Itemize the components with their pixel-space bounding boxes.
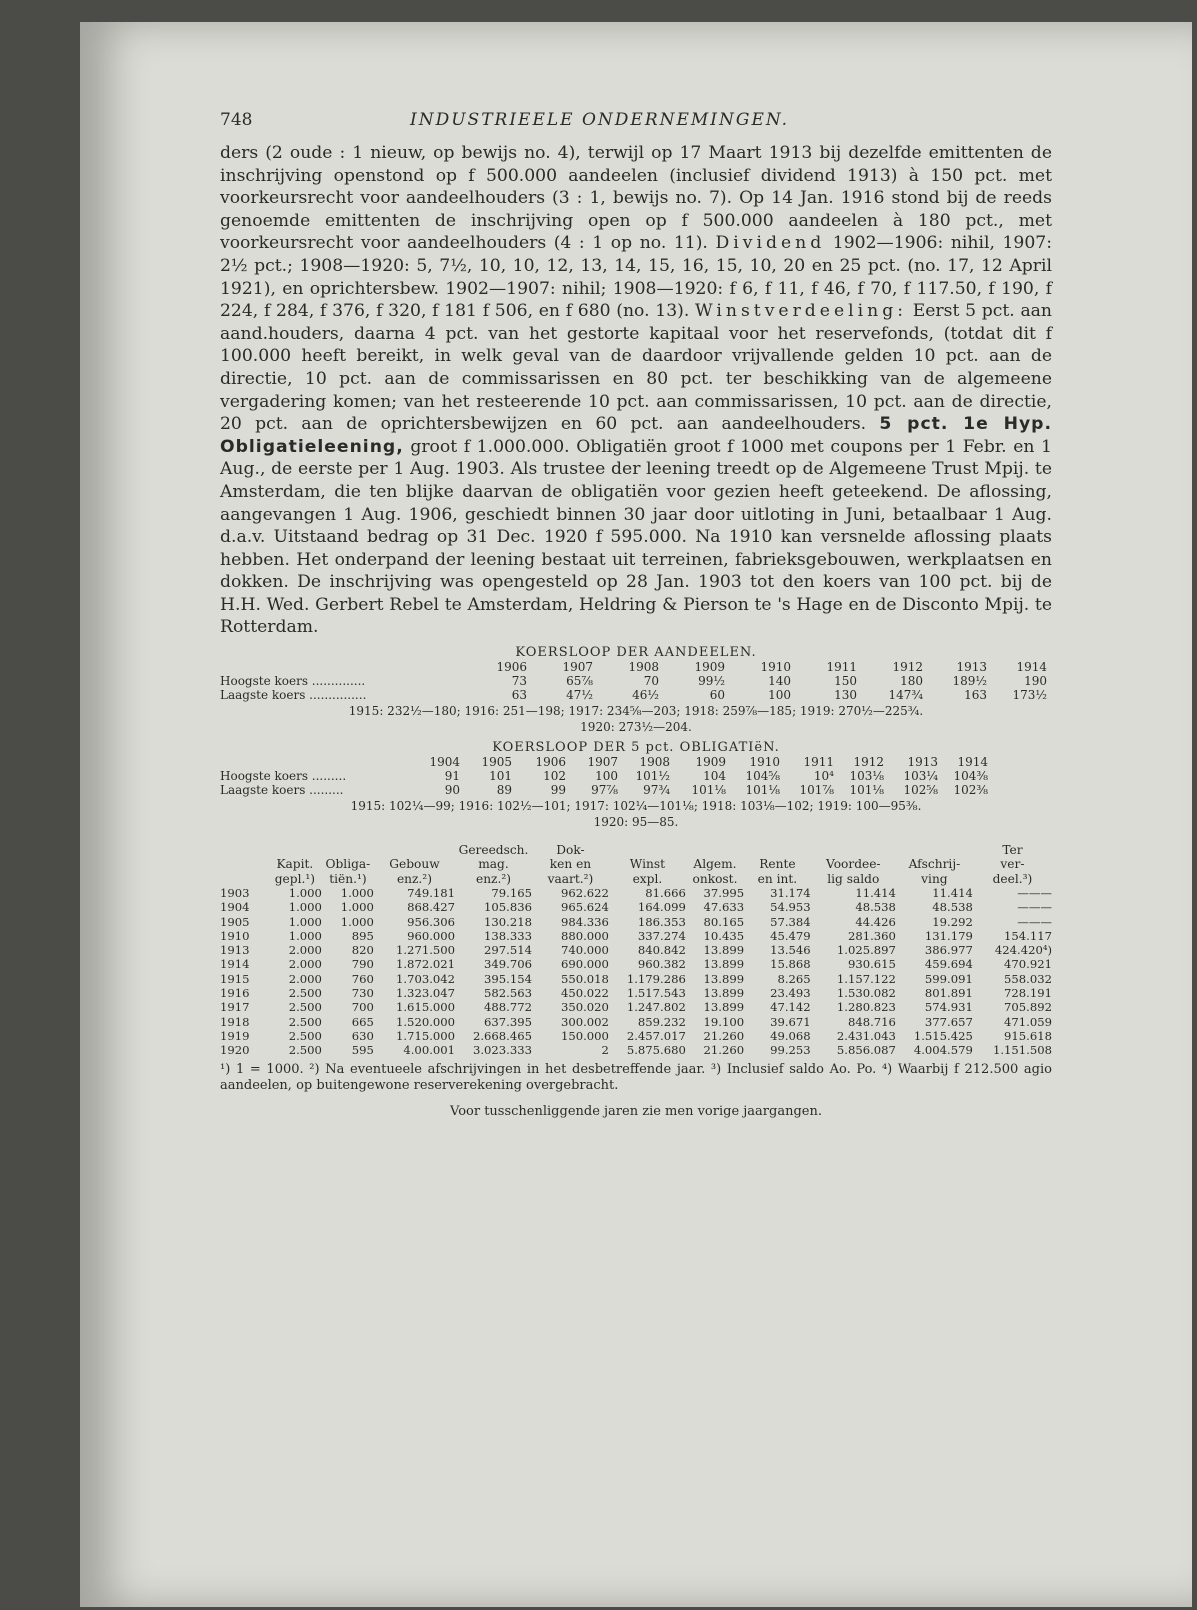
value-cell: 8.265 [777,971,811,986]
value-cell: 102 [543,769,566,784]
value-cell: ——— [1017,914,1052,929]
year-cell: 1920 [220,1043,250,1058]
year-cell: 1904 [429,755,460,770]
header-cell: Gereedsch. [458,843,529,858]
value-cell: 147¾ [888,688,923,703]
value-cell: 1.520.000 [396,1014,456,1029]
value-cell: 103¼ [903,769,938,784]
bond-extra-years: 1915: 102¼—99; 1916: 102½—101; 1917: 102¼—101⅛; 1918: 103⅛—102; 1919: 100—95⅜. [350,799,922,814]
value-cell: 281.360 [847,928,896,943]
share-low-row [220,688,1047,702]
value-cell: 2.000 [288,943,322,958]
value-cell: 1.247.802 [626,1000,686,1015]
year-cell: 1917 [220,1000,250,1015]
year-cell: 1912 [892,660,923,675]
value-cell: 140 [768,674,791,689]
year-cell: 1903 [220,885,250,900]
value-cell: 2.500 [288,1014,322,1029]
year-cell: 1914 [1016,660,1047,675]
header-cell [322,843,374,857]
value-cell: 54.953 [770,900,811,915]
header-cell [609,843,686,857]
value-cell: 1.000 [288,914,322,929]
header-cell: Algem. [693,857,737,872]
value-cell: 189½ [952,674,987,689]
year-cell: 1904 [220,900,250,915]
value-cell: 47½ [566,688,593,703]
value-cell: 13.899 [703,1000,745,1015]
share-price-title: KOERSLOOP DER AANDEELEN. [515,645,757,661]
value-cell: 10⁴ [813,769,834,784]
mortgage-loan-label: 5 pct. 1e Hyp. Obligatieleening, [220,414,1052,457]
table-row [220,900,1052,914]
dividend-text: 1902—1906: nihil, 1907: 2½ pct.; 1908—1920: 5, 7½, 10, 10, 12, 13, 14, 15, 16, 15, 10, 20 en 25 pct. (no. 17, 12 April 1921), en oprichtersbew. 1902—1907: nihil; 1908—1920: f 6, f 11, f 46, f 70, f 117.50, f 190, f 224, f 284, f 376, f 320, f 181 f 506, en f 680 (no. 13). [220,233,1053,322]
value-cell: 459.694 [924,957,973,972]
value-cell: 97¾ [643,783,670,798]
header-cell: ken en [549,857,592,872]
company-description [220,142,1052,639]
value-cell: 31.174 [770,885,811,900]
value-cell: 690.000 [560,957,609,972]
value-cell: 99½ [698,674,725,689]
value-cell: 105.836 [484,900,532,915]
table-row [220,1015,1052,1029]
year-cell: 1907 [562,660,593,675]
value-cell: 2.000 [288,971,322,986]
year-cell: 1915 [220,971,250,986]
header-cell: Obliga- [325,857,371,872]
value-cell: 297.514 [484,943,532,958]
value-cell: 46½ [632,688,659,703]
value-cell: 599.091 [924,971,973,986]
bond-price-title: KOERSLOOP DER 5 pct. OBLIGATIëN. [492,740,780,756]
row-label: Hoogste koers .............. [220,674,366,689]
bond-high-row [220,769,988,783]
value-cell: 47.142 [770,1000,811,1015]
value-cell: 880.000 [560,928,609,943]
value-cell: 19.100 [703,1014,745,1029]
header-cell: en int. [757,871,798,886]
header-cell: Winst [629,857,665,872]
value-cell: 101⅛ [745,783,780,798]
value-cell: 173½ [1012,688,1047,703]
value-cell: 1.025.897 [836,943,896,958]
year-cell: 1911 [826,660,857,675]
year-cell: 1906 [496,660,527,675]
year-cell: 1914 [957,755,988,770]
value-cell: 1.271.500 [396,943,456,958]
value-cell: 11.414 [932,885,973,900]
value-cell: 2.431.043 [836,1028,896,1043]
value-cell: 97⅞ [591,783,618,798]
header-cell: ver- [1000,857,1025,872]
year-cell: 1908 [639,755,670,770]
year-cell: 1905 [220,914,250,929]
value-cell: 11.414 [855,885,896,900]
page-content [220,102,1052,1119]
financials-section [220,843,1052,1093]
share-price-section [220,645,1052,734]
value-cell: 1.179.286 [626,971,686,986]
value-cell: 73 [511,674,527,689]
value-cell: 104 [703,769,726,784]
financials-header-row [220,843,1052,857]
header-cell: Rente [759,857,796,872]
header-cell [374,843,455,857]
value-cell: 471.059 [1004,1014,1052,1029]
closing-note: Voor tusschenliggende jaren zie men vorige jaargangen. [450,1103,822,1119]
header-cell [744,843,811,857]
table-row [220,1000,1052,1014]
value-cell: 81.666 [645,885,686,900]
bond-price-section [220,740,1052,829]
value-cell: 749.181 [407,885,456,900]
value-cell: 49.068 [770,1028,811,1043]
value-cell: 186.353 [637,914,686,929]
header-cell: tiën.¹) [329,871,367,886]
header-cell [896,843,973,857]
header-cell: Afschrij- [908,857,961,872]
share-extra-years-1920: 1920: 273½—204. [580,720,692,735]
value-cell: 57.384 [770,914,811,929]
value-cell: 89 [496,783,512,798]
value-cell: 100 [768,688,791,703]
value-cell: 1.000 [340,885,374,900]
value-cell: 377.657 [924,1014,973,1029]
header-cell: expl. [632,871,663,886]
value-cell: 2.500 [288,1000,322,1015]
bond-low-row [220,783,988,797]
value-cell: 665 [351,1014,374,1029]
value-cell: 801.891 [924,986,973,1001]
header-cell: gepl.¹) [274,871,315,886]
value-cell: 1.280.823 [836,1000,896,1015]
value-cell: 700 [351,1000,374,1015]
value-cell: ——— [1017,900,1052,915]
value-cell: ——— [1017,885,1052,900]
page-number: 748 [220,110,253,130]
year-cell: 1907 [587,755,618,770]
value-cell: 101⅛ [849,783,884,798]
header-cell: enz.²) [475,871,511,886]
value-cell: 1.703.042 [396,971,456,986]
value-cell: 895 [351,928,374,943]
value-cell: 21.260 [703,1028,745,1043]
value-cell: 104⅜ [953,769,988,784]
table-row [220,929,1052,943]
share-extra-years: 1915: 232½—180; 1916: 251—198; 1917: 234⅝—203; 1918: 259⅞—185; 1919: 270½—225¾. [348,704,924,719]
running-title: INDUSTRIEELE ONDERNEMINGEN. [410,110,790,130]
value-cell: 960.000 [407,928,456,943]
value-cell: 99 [550,783,566,798]
value-cell: 13.899 [703,943,745,958]
year-cell: 1913 [220,943,250,958]
table-row [220,986,1052,1000]
year-cell: 1919 [220,1028,250,1043]
value-cell: 154.117 [1004,928,1052,943]
value-cell: 21.260 [703,1043,745,1058]
header-cell [220,857,268,871]
header-cell [686,843,744,857]
value-cell: 45.479 [770,928,811,943]
header-cell: Ter [1002,843,1023,858]
value-cell: 350.020 [560,1000,609,1015]
value-cell: 637.395 [484,1014,532,1029]
value-cell: 103⅛ [849,769,884,784]
value-cell: 23.493 [770,986,811,1001]
header-cell: onkost. [692,871,738,886]
year-cell: 1908 [628,660,659,675]
value-cell: 450.022 [560,986,609,1001]
value-cell: 1.530.082 [836,986,896,1001]
value-cell: 104⅝ [745,769,780,784]
value-cell: 760 [351,971,374,986]
value-cell: 180 [900,674,923,689]
value-cell: 3.023.333 [472,1043,532,1058]
value-cell: 60 [709,688,725,703]
page-header [220,102,1052,142]
share-years-row [220,660,1047,674]
value-cell: 48.538 [932,900,973,915]
header-cell: lig saldo [827,871,880,886]
financials-header-row [220,872,1052,886]
year-cell: 1913 [956,660,987,675]
value-cell: 395.154 [484,971,532,986]
value-cell: 582.563 [484,986,532,1001]
value-cell: 13.899 [703,971,745,986]
year-cell: 1906 [535,755,566,770]
header-cell: vaart.²) [547,871,594,886]
year-cell: 1913 [907,755,938,770]
value-cell: 1.000 [288,885,322,900]
value-cell: 965.624 [560,900,609,915]
value-cell: 740.000 [560,943,609,958]
value-cell: 163 [964,688,987,703]
value-cell: 820 [351,943,374,958]
year-cell: 1912 [853,755,884,770]
bond-price-table [220,755,988,797]
value-cell: 101⅛ [691,783,726,798]
value-cell: 150 [834,674,857,689]
header-cell: mag. [478,857,509,872]
value-cell: 37.995 [703,885,745,900]
value-cell: 1.000 [340,914,374,929]
table-row [220,1029,1052,1043]
value-cell: 15.868 [770,957,811,972]
table-row [220,1043,1052,1057]
value-cell: 859.232 [637,1014,686,1029]
value-cell: 101½ [635,769,670,784]
value-cell: 386.977 [924,943,973,958]
financials-header [220,843,1052,886]
value-cell: 2.500 [288,1043,322,1058]
year-cell: 1911 [803,755,834,770]
table-row [220,915,1052,929]
header-cell: enz.²) [396,871,432,886]
value-cell: 1.157.122 [836,971,896,986]
year-cell: 1909 [695,755,726,770]
issue-history-text: ders (2 oude : 1 nieuw, op bewijs no. 4), terwijl op 17 Maart 1913 bij dezelfde emittenten de inschrijving openstond op f 500.000 aandeelen (inclusief dividend 1913) à 150 pct. met voorkeursrecht voor aandeelhouders (3 : 1, bewijs no. 7). Op 14 Jan. 1916 stond bij de reeds genoemde emittenten de inschrijving open op f 500.000 aandeelen à 180 pct., met voorkeursrecht voor aandeelhouders (4 : 1 op no. 11). [220,143,1052,254]
value-cell: 80.165 [703,914,745,929]
year-cell: 1905 [481,755,512,770]
value-cell: 101 [489,769,512,784]
value-cell: 470.921 [1004,957,1052,972]
value-cell: 99.253 [770,1043,811,1058]
book-page [80,22,1192,1607]
header-cell: Dok- [556,843,585,858]
bond-extra-years-1920: 1920: 95—85. [593,815,679,830]
value-cell: 848.716 [847,1014,896,1029]
value-cell: 79.165 [491,885,532,900]
value-cell: 984.336 [560,914,609,929]
value-cell: 960.382 [637,957,686,972]
value-cell: 1.872.021 [396,957,456,972]
value-cell: 956.306 [407,914,456,929]
value-cell: 868.427 [407,900,456,915]
value-cell: 574.931 [924,1000,973,1015]
value-cell: 2 [601,1043,609,1058]
value-cell: 48.538 [855,900,896,915]
financials-header-row [220,857,1052,871]
value-cell: 10.435 [703,928,745,943]
value-cell: 130.218 [484,914,532,929]
header-cell [268,843,322,857]
value-cell: 5.875.680 [626,1043,686,1058]
table-row [220,886,1052,900]
value-cell: 1.151.508 [992,1043,1052,1058]
year-cell: 1914 [220,957,250,972]
value-cell: 1.000 [288,928,322,943]
year-cell: 1918 [220,1014,250,1029]
value-cell: 915.618 [1004,1028,1052,1043]
value-cell: 300.002 [560,1014,609,1029]
value-cell: 13.899 [703,957,745,972]
header-cell: Voordee- [826,857,881,872]
header-cell: Gebouw [389,857,440,872]
value-cell: 2.500 [288,986,322,1001]
value-cell: 550.018 [560,971,609,986]
share-price-table [220,660,1047,702]
value-cell: 730 [351,986,374,1001]
value-cell: 1.000 [288,900,322,915]
share-high-row [220,674,1047,688]
row-label: Hoogste koers ......... [220,769,347,784]
value-cell: 65⅞ [566,674,593,689]
header-cell [220,872,268,886]
value-cell: 1.615.000 [396,1000,456,1015]
value-cell: 47.633 [703,900,745,915]
value-cell: 790 [351,957,374,972]
year-cell: 1916 [220,986,250,1001]
value-cell: 930.615 [847,957,896,972]
value-cell: 558.032 [1004,971,1052,986]
header-cell: deel.³) [992,871,1033,886]
value-cell: 70 [643,674,659,689]
value-cell: 91 [444,769,460,784]
financials-table [220,843,1052,1057]
table-row [220,957,1052,971]
value-cell: 164.099 [637,900,686,915]
value-cell: 101⅞ [799,783,834,798]
value-cell: 5.856.087 [836,1043,896,1058]
value-cell: 4.00.001 [403,1043,456,1058]
header-cell [220,843,268,857]
table-row [220,972,1052,986]
value-cell: 595 [351,1043,374,1058]
value-cell: 138.333 [484,928,532,943]
value-cell: 1.715.000 [396,1028,456,1043]
year-cell: 1910 [760,660,791,675]
value-cell: 150.000 [560,1028,609,1043]
row-label: Laagste koers ......... [220,783,344,798]
value-cell: 488.772 [484,1000,532,1015]
year-cell: 1909 [694,660,725,675]
value-cell: 90 [444,783,460,798]
value-cell: 1.000 [340,900,374,915]
value-cell: 1.323.047 [396,986,456,1001]
profit-distribution-label: Winstverdeeling: [695,301,907,322]
value-cell: 630 [351,1028,374,1043]
value-cell: 190 [1024,674,1047,689]
value-cell: 705.892 [1004,1000,1052,1015]
profit-distribution-text: Eerst 5 pct. aan aand.houders, daarna 4 pct. van het gestorte kapitaal voor het reservefonds, (totdat dit f 100.000 heeft bereikt, in welk geval van de daardoor vrijvallende gelden 10 pct. aan de directie, 10 pct. aan de commissarissen en 80 pct. ter beschikking van de algemeene vergadering komen; van het resteerende 10 pct. aan commissarissen, 10 pct. aan de directie, 20 pct. aan de oprichtersbewijzen en 60 pct. aan aandeelhouders. [220,301,1053,435]
header-cell: Kapit. [276,857,314,872]
table-row [220,943,1052,957]
value-cell: 840.842 [637,943,686,958]
value-cell: 63 [511,688,527,703]
value-cell: 131.179 [924,928,973,943]
value-cell: 337.274 [637,928,686,943]
dividend-label: Dividend [715,233,826,254]
value-cell: 13.546 [770,943,811,958]
value-cell: 2.668.465 [472,1028,532,1043]
value-cell: 349.706 [484,957,532,972]
value-cell: 13.899 [703,986,745,1001]
year-cell: 1910 [749,755,780,770]
financials-footnotes: ¹) 1 = 1000. ²) Na eventueele afschrijvingen in het desbetreffende jaar. ³) Inclusief saldo Ao. Po. ⁴) Waarbij f 212.500 agio aandeelen, op buitengewone reserverekening overgebracht. [220,1061,1052,1093]
value-cell: 962.622 [560,885,609,900]
value-cell: 44.426 [855,914,896,929]
value-cell: 130 [834,688,857,703]
mortgage-loan-text: groot f 1.000.000. Obligatiën groot f 1000 met coupons per 1 Febr. en 1 Aug., de eerste per 1 Aug. 1903. Als trustee der leening treedt op de Algemeene Trust Mpij. te Amsterdam, die ten blijke daarvan de obligatiën voor gezien heeft geteekend. De aflossing, aangevangen 1 Aug. 1906, geschiedt binnen 30 jaar door uitloting in Juni, betaalbaar 1 Aug. d.a.v. Uitstaand bedrag op 31 Dec. 1920 f 595.000. Na 1910 kan versnelde aflossing plaats hebben. Het onderpand der leening bestaat uit terreinen, fabrieksgebouwen, werkplaatsen en dokken. De inschrijving was opengesteld op 28 Jan. 1903 tot den koers van 100 pct. bij de H.H. Wed. Gerbert Rebel te Amsterdam, Heldring & Pierson te 's Hage en de Disconto Mpij. te Rotterdam. [220,436,1052,638]
value-cell: 728.191 [1004,986,1052,1001]
value-cell: 4.004.579 [913,1043,973,1058]
header-cell: ving [921,871,948,886]
bond-years-row [220,755,988,769]
row-label: Laagste koers ............... [220,688,367,703]
value-cell: 19.292 [932,914,973,929]
value-cell: 39.671 [770,1014,811,1029]
value-cell: 102⅝ [903,783,938,798]
year-cell: 1910 [220,928,250,943]
value-cell: 2.000 [288,957,322,972]
financials-body [220,886,1052,1058]
value-cell: 424.420⁴) [994,943,1052,958]
value-cell: 2.500 [288,1028,322,1043]
value-cell: 100 [595,769,618,784]
value-cell: 1.517.543 [626,986,686,1001]
value-cell: 102⅜ [953,783,988,798]
value-cell: 1.515.425 [913,1028,973,1043]
value-cell: 2.457.017 [626,1028,686,1043]
header-cell [811,843,896,857]
